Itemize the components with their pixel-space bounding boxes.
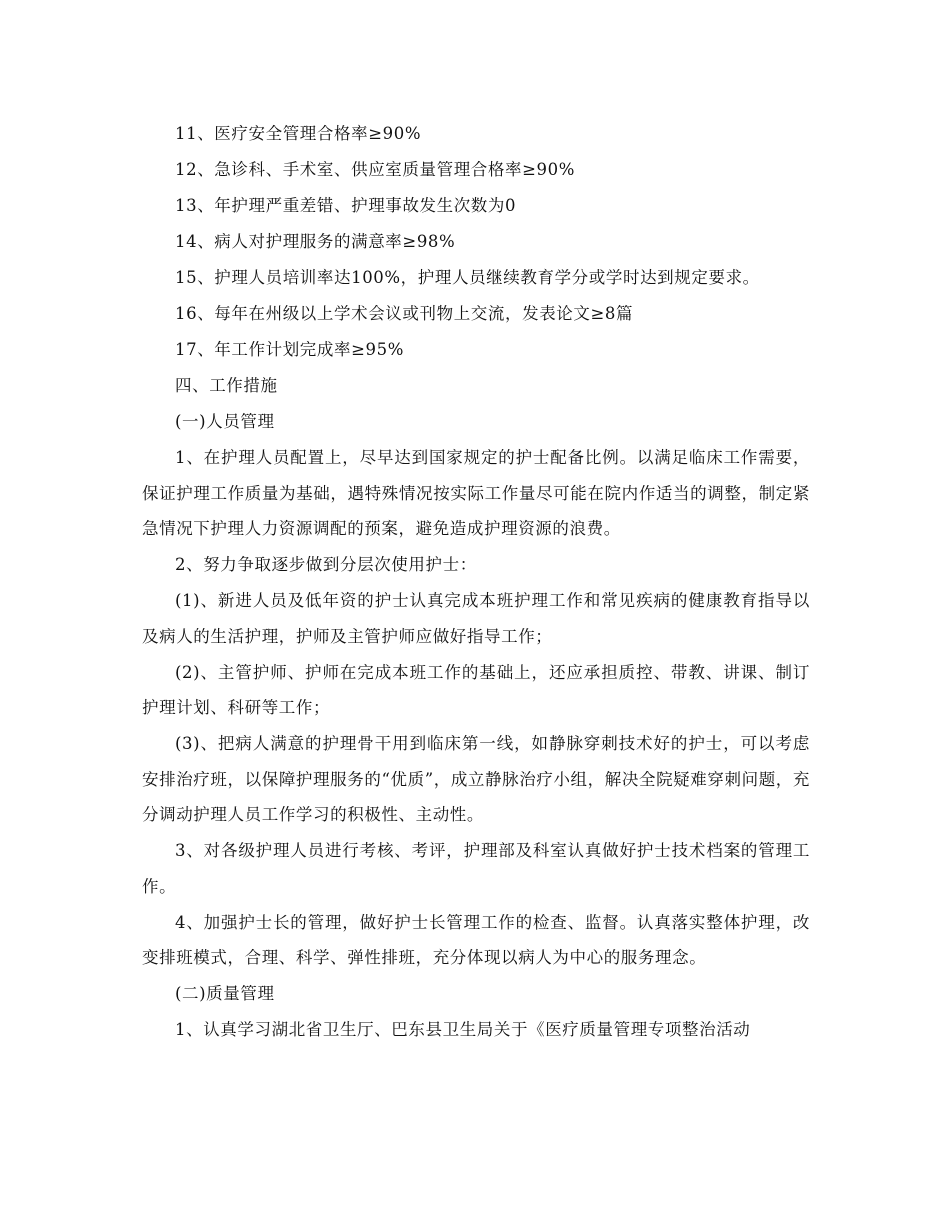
paragraph-item-13: 13、年护理严重差错、护理事故发生次数为0 xyxy=(175,196,517,215)
paragraph-item-17: 17、年工作计划完成率≥95% xyxy=(175,340,404,359)
section-heading-work-measures: 四、工作措施 xyxy=(175,376,278,395)
paragraph-item-14: 14、病人对护理服务的满意率≥98% xyxy=(175,232,456,251)
paragraph-item-12: 12、急诊科、手术室、供应室质量管理合格率≥90% xyxy=(175,160,575,179)
paragraph-item-16: 16、每年在州级以上学术会议或刊物上交流，发表论文≥8篇 xyxy=(175,304,634,323)
document-body xyxy=(142,116,810,1048)
paragraph-personnel-2-3: (3)、把病人满意的护理骨干用到临床第一线，如静脉穿刺技术好的护士，可以考虑安排治疗班，以保障护理服务的“优质”，成立静脉治疗小组，解决全院疑难穿刺问题，充分调动护理人员工作学习的积极性、主动性。 xyxy=(142,734,810,824)
subsection-heading-quality: (二)质量管理 xyxy=(175,984,275,1003)
subsection-heading-personnel: (一)人员管理 xyxy=(175,412,275,431)
paragraph-personnel-2-2: (2)、主管护师、护师在完成本班工作的基础上，还应承担质控、带教、讲课、制订护理计划、科研等工作； xyxy=(142,662,810,717)
paragraph-item-15: 15、护理人员培训率达100%，护理人员继续教育学分或学时达到规定要求。 xyxy=(175,268,760,287)
paragraph-personnel-3: 3、对各级护理人员进行考核、考评，护理部及科室认真做好护士技术档案的管理工作。 xyxy=(142,841,810,896)
paragraph-quality-1: 1、认真学习湖北省卫生厅、巴东县卫生局关于《医疗质量管理专项整治活动 xyxy=(175,1020,751,1039)
paragraph-personnel-1: 1、在护理人员配置上，尽早达到国家规定的护士配备比例。以满足临床工作需要，保证护理工作质量为基础，遇特殊情况按实际工作量尽可能在院内作适当的调整，制定紧急情况下护理人力资源调配的预案，避免造成护理资源的浪费。 xyxy=(142,448,810,538)
paragraph-item-11: 11、医疗安全管理合格率≥90% xyxy=(175,124,422,143)
paragraph-personnel-2: 2、努力争取逐步做到分层次使用护士： xyxy=(175,555,477,574)
paragraph-personnel-4: 4、加强护士长的管理，做好护士长管理工作的检查、监督。认真落实整体护理，改变排班模式，合理、科学、弹性排班，充分体现以病人为中心的服务理念。 xyxy=(142,912,810,967)
paragraph-personnel-2-1: (1)、新进人员及低年资的护士认真完成本班护理工作和常见疾病的健康教育指导以及病人的生活护理，护师及主管护师应做好指导工作； xyxy=(142,591,810,646)
